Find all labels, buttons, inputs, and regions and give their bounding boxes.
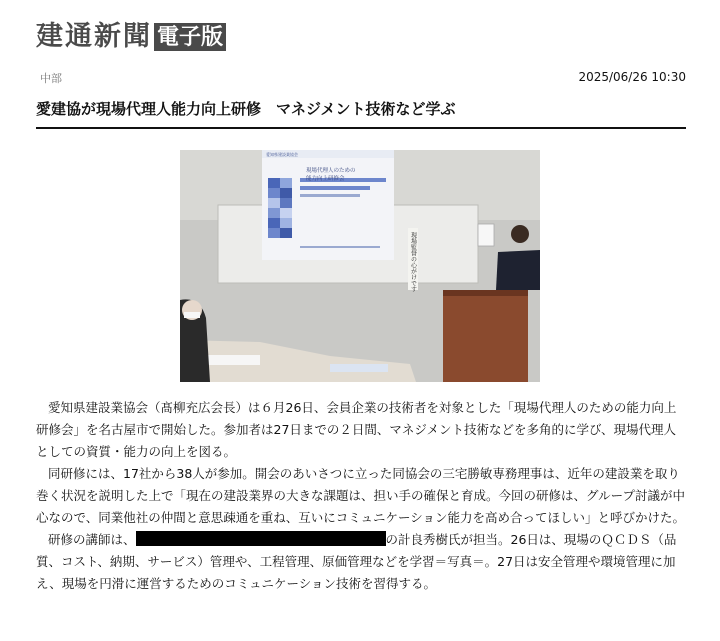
paragraph-2: 同研修には、17社から38人が参加。開会のあいさつに立った同協会の三宅勝敏専務理事は、近年の建設業を取り巻く状況を説明した上で「現在の建設業界の大きな課題は、担い手の確保と育成。今回の研修は、グループ討議が中心なので、同業他社の仲間と意思疎通を重ね、互いにコミュニケーション能力を高め合ってほしい」と呼びかけた。 bbox=[36, 466, 686, 525]
banner-text: 現場監督の心がけです bbox=[409, 232, 417, 292]
edition-badge: 電子版 bbox=[154, 23, 226, 51]
brand-logo: 建通新聞 bbox=[36, 21, 152, 52]
paragraph-3-rest: の計良秀樹氏が担当。26日は、現場のＱＣＤＳ（品質、コスト、納期、サービス）管理や、工程管理、原価管理などを学習＝写真＝。27日は安全管理や環境管理に加え、現場を円滑に運営するためのコミュニケーション技術を習得する。 bbox=[36, 532, 677, 591]
article-body bbox=[36, 397, 688, 595]
lectern bbox=[443, 290, 528, 382]
slide-title-line1: 現場代理人のための bbox=[306, 168, 356, 174]
paragraph-3 bbox=[36, 529, 688, 595]
slide-title-line2: 能力向上研修会 bbox=[306, 176, 345, 182]
held-paper bbox=[478, 224, 494, 246]
lecturer-head bbox=[511, 225, 529, 243]
article-photo bbox=[180, 150, 540, 382]
paragraph-3-lead: 研修の講師は、 bbox=[48, 532, 136, 547]
publish-datetime: 2025/06/26 10:30 bbox=[578, 70, 686, 84]
slide-org-text: 愛知県建設業協会 bbox=[266, 152, 298, 157]
section-label[interactable]: 中部 bbox=[40, 72, 62, 85]
lecturer-body bbox=[496, 250, 540, 290]
masthead bbox=[36, 20, 226, 54]
headline-divider bbox=[36, 127, 686, 129]
article-headline: 愛建協が現場代理人能力向上研修 マネジメント技術など学ぶ bbox=[36, 100, 456, 118]
article-meta bbox=[36, 70, 686, 86]
redaction-block bbox=[136, 531, 386, 546]
paragraph-1: 愛知県建設業協会（髙柳充広会長）は６月26日、会員企業の技術者を対象とした「現場代理人のための能力向上研修会」を名古屋市で開始した。参加者は27日までの２日間、マネジメント技術などを多角的に学び、現場代理人としての資質・能力の向上を図る。 bbox=[36, 400, 677, 459]
